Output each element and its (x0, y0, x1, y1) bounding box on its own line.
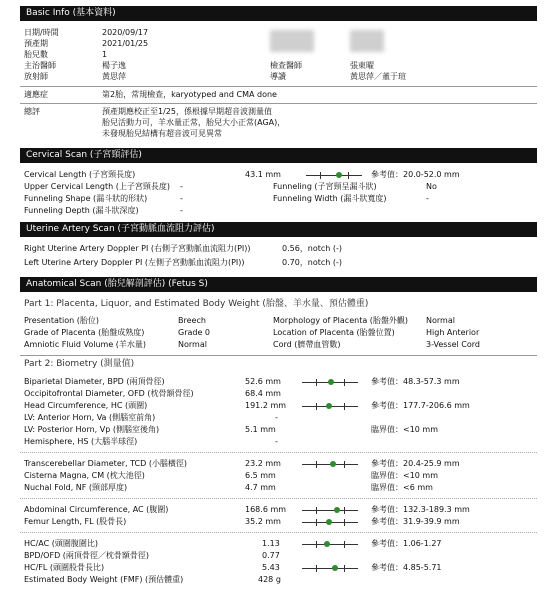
biometry-label: BPD/OFD (兩頂骨徑／枕骨額骨徑) (24, 551, 150, 560)
placenta-location-label: Location of Placenta (胎盤位置) (273, 328, 395, 337)
biometry-ref: 臨界值：<10 mm (371, 425, 439, 434)
amniotic-fluid-label: Amniotic Fluid Volume (羊水量) (24, 340, 147, 349)
right-uterine-value: 0.56，notch (-) (282, 244, 343, 253)
biometry-ref: 參考值：31.9-39.9 mm (371, 517, 460, 526)
part1-title: Part 1: Placenta, Liquor, and Estimated Body Weight (胎盤、羊水量、預估體重) (24, 299, 369, 309)
biometry-label: Estimated Body Weight (FMF) (預估體重) (24, 575, 184, 584)
biometry-ref: 參考值：1.06-1.27 (371, 539, 442, 548)
biometry-gauge (302, 506, 358, 514)
funneling-label: Funneling (子宮頸呈漏斗狀) (273, 182, 377, 191)
biometry-value: - (275, 413, 278, 422)
cervical-length-value: 43.1 mm (245, 170, 281, 179)
biometry-value: 168.6 mm (245, 505, 287, 514)
amniotic-fluid-value: Normal (178, 340, 207, 349)
biometry-ref: 臨界值：<6 mm (371, 483, 433, 492)
doctor-label: 主治醫師 (24, 61, 56, 70)
summary-line-1: 預產期應校正至1/25，係根據早期超音波測量值 (102, 107, 272, 116)
cord-value: 3-Vessel Cord (426, 340, 481, 349)
biometry-value: 0.77 (262, 551, 280, 560)
cord-label: Cord (臍帶血管數) (273, 340, 341, 349)
cervical-length-ref: 參考值：20.0-52.0 mm (371, 170, 460, 179)
cervical-length-label: Cervical Length (子宮頸長度) (24, 170, 136, 179)
doctor-value: 楊子逸 (102, 61, 126, 70)
placenta-morphology-label: Morphology of Placenta (胎盤外觀) (273, 316, 409, 325)
biometry-gauge (302, 460, 358, 468)
biometry-label: Transcerebellar Diameter, TCD (小腦橫徑) (24, 459, 188, 468)
biometry-value: 5.1 mm (245, 425, 276, 434)
biometry-label: Cisterna Magna, CM (枕大池徑) (24, 471, 145, 480)
biometry-label: HC/FL (頭圍股骨長比) (24, 563, 105, 572)
placenta-grade-value: Grade 0 (178, 328, 211, 337)
biometry-gauge (302, 378, 358, 386)
biometry-label: Femur Length, FL (股骨長) (24, 517, 127, 526)
biometry-label: Abdominal Circumference, AC (腹圍) (24, 505, 169, 514)
date-label: 日期/時間 (24, 28, 59, 37)
left-uterine-label: Left Uterine Artery Doppler PI (左側子宮動脈血流阻力(PI)) (24, 258, 245, 267)
left-uterine-value: 0.70，notch (-) (282, 258, 343, 267)
redacted-block (350, 30, 384, 52)
summary-line-2: 胎兒活動力可，羊水量正常，胎兒大小正常(AGA)， (102, 118, 286, 127)
section-header-uterine: Uterine Artery Scan (子宮動脈血流阻力評估) (20, 222, 537, 237)
biometry-value: 1.13 (262, 539, 280, 548)
placenta-morphology-value: Normal (426, 316, 455, 325)
divider (20, 452, 537, 453)
biometry-value: - (275, 437, 278, 446)
biometry-value: 23.2 mm (245, 459, 281, 468)
upper-cervical-value: - (180, 182, 183, 191)
technician-value: 黃思萍 (102, 72, 126, 81)
biometry-ref: 參考值：132.3-189.3 mm (371, 505, 470, 514)
redacted-block (270, 30, 314, 52)
biometry-label: Occipitofrontal Diameter, OFD (枕骨額骨徑) (24, 389, 194, 398)
biometry-value: 68.4 mm (245, 389, 281, 398)
biometry-value: 35.2 mm (245, 517, 281, 526)
presentation-value: Breech (178, 316, 206, 325)
biometry-value: 5.43 (262, 563, 280, 572)
part2-title: Part 2: Biometry (測量值) (24, 359, 135, 369)
funneling-shape-value: - (180, 194, 183, 203)
biometry-gauge (302, 402, 358, 410)
biometry-value: 4.7 mm (245, 483, 276, 492)
presentation-label: Presentation (胎位) (24, 316, 100, 325)
biometry-label: Head Circumference, HC (頭圍) (24, 401, 148, 410)
funneling-width-label: Funneling Width (漏斗狀寬度) (273, 194, 387, 203)
divider (20, 86, 537, 87)
guide-value: 黃思萍／董于瑄 (350, 72, 406, 81)
technician-label: 放射師 (24, 72, 48, 81)
biometry-ref: 參考值：4.85-5.71 (371, 563, 442, 572)
upper-cervical-label: Upper Cervical Length (上子宮頸長度) (24, 182, 170, 191)
biometry-value: 428 g (258, 575, 281, 584)
divider (20, 498, 537, 499)
guide-label: 導讀 (270, 72, 286, 81)
placenta-grade-label: Grade of Placenta (胎盤成熟度) (24, 328, 145, 337)
funneling-shape-label: Funneling Shape (漏斗狀的形狀) (24, 194, 148, 203)
biometry-gauge (302, 518, 358, 526)
biometry-gauge (302, 564, 358, 572)
biometry-value: 191.2 mm (245, 401, 287, 410)
summary-line-3: 未發現胎兒結構有超音波可見異常 (102, 129, 222, 138)
section-header-anatomical: Anatomical Scan (胎兒解剖評估) (Fetus S) (20, 277, 537, 292)
placenta-location-value: High Anterior (426, 328, 480, 337)
indication-label: 適應症 (24, 90, 48, 99)
divider (20, 103, 537, 104)
biometry-value: 6.5 mm (245, 471, 276, 480)
divider (20, 355, 537, 356)
biometry-ref: 參考值：177.7-206.6 mm (371, 401, 470, 410)
funneling-depth-value: - (180, 206, 183, 215)
cervical-length-gauge (306, 171, 362, 179)
biometry-ref: 參考值：20.4-25.9 mm (371, 459, 460, 468)
examiner-label: 檢查醫師 (270, 61, 302, 70)
biometry-label: Hemisphere, HS (大腦半球徑) (24, 437, 138, 446)
edd-value: 2021/01/25 (102, 39, 149, 48)
edd-label: 預產期 (24, 39, 48, 48)
biometry-gauge (302, 540, 358, 548)
funneling-depth-label: Funneling Depth (漏斗狀深度) (24, 206, 139, 215)
section-header-basic-info: Basic Info (基本資料) (20, 6, 537, 21)
biometry-ref: 臨界值：<10 mm (371, 471, 439, 480)
examiner-value: 張東曜 (350, 61, 374, 70)
biometry-label: LV: Posterior Horn, Vp (側腦室後角) (24, 425, 160, 434)
indication-value: 第2胎，常規檢查，karyotyped and CMA done (102, 90, 277, 99)
funneling-width-value: - (426, 194, 429, 203)
divider (20, 532, 537, 533)
fetus-count-label: 胎兒數 (24, 50, 48, 59)
fetus-count-value: 1 (102, 50, 108, 59)
biometry-label: LV: Anterior Horn, Va (側腦室前角) (24, 413, 156, 422)
section-header-cervical: Cervical Scan (子宮頸評估) (20, 148, 537, 163)
summary-label: 總評 (24, 107, 40, 116)
biometry-value: 52.6 mm (245, 377, 281, 386)
date-value: 2020/09/17 (102, 28, 149, 37)
biometry-label: Nuchal Fold, NF (頸部厚度) (24, 483, 128, 492)
right-uterine-label: Right Uterine Artery Doppler PI (右側子宮動脈血流阻力(PI)) (24, 244, 251, 253)
biometry-label: HC/AC (頭圍腹圍比) (24, 539, 98, 548)
biometry-label: Biparietal Diameter, BPD (兩頂骨徑) (24, 377, 165, 386)
biometry-ref: 參考值：48.3-57.3 mm (371, 377, 460, 386)
funneling-value: No (426, 182, 437, 191)
